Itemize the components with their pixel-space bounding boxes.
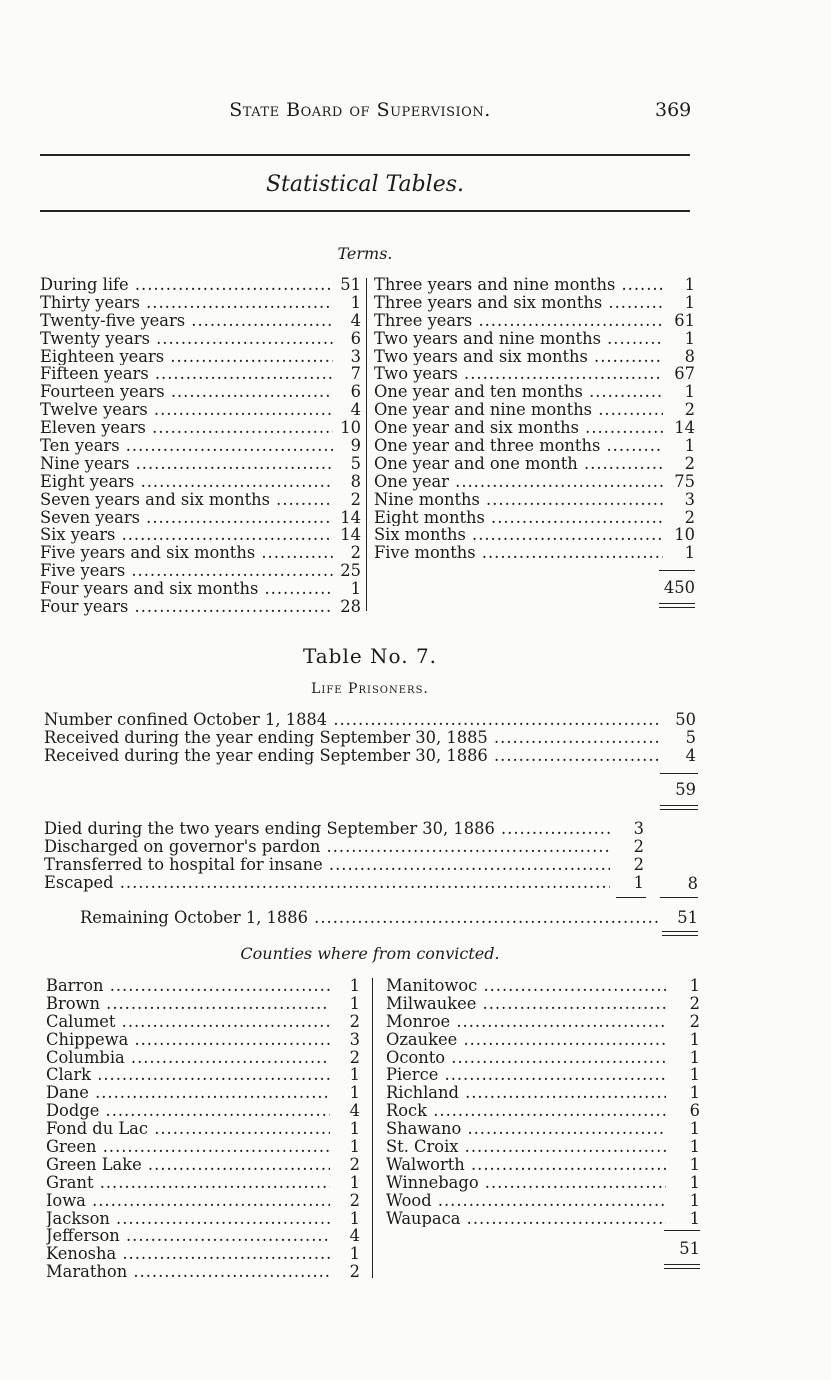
table-row (44, 747, 696, 765)
row-value: 1 (689, 976, 700, 995)
row-value: 2 (684, 400, 695, 420)
row-value: 1 (684, 382, 695, 402)
row-label: Richland ..... (386, 1084, 666, 1102)
row-label: Discharged on governor's pardon ..... (44, 838, 610, 856)
table-row (40, 455, 361, 473)
row-value: 25 (340, 561, 361, 581)
row-label: One year and six months ..... (374, 419, 663, 437)
table-row (46, 1245, 360, 1263)
table-row (386, 1066, 700, 1084)
table-row (46, 1084, 360, 1102)
table-title: Table No. 7. (302, 644, 438, 668)
table-row (40, 312, 361, 330)
row-value: 1 (689, 1083, 700, 1103)
table-row (46, 1138, 360, 1156)
row-value: 75 (674, 471, 695, 491)
row-label: Calumet ..... (46, 1013, 330, 1031)
row-value: 1 (350, 579, 361, 599)
row-value: 1 (689, 1208, 700, 1228)
row-label: Seven years and six months ..... (40, 491, 333, 509)
row-value: 51 (340, 275, 361, 294)
terms-total-rule (659, 570, 695, 571)
remaining-value: 51 (677, 908, 698, 927)
row-value: 1 (684, 436, 695, 456)
table-row (374, 312, 695, 330)
row-label: Dodge ..... (46, 1102, 330, 1120)
row-value: 6 (689, 1101, 700, 1121)
table-row (46, 1066, 360, 1084)
counties-total-rule (664, 1230, 700, 1231)
row-label: Waupaca ..... (386, 1210, 666, 1228)
counties-double-rule (664, 1264, 700, 1269)
row-label: Nine years ..... (40, 455, 333, 473)
row-label: Eighteen years ..... (40, 348, 333, 366)
table-row (386, 1210, 700, 1228)
table-row (386, 1013, 700, 1031)
row-label: Kenosha ..... (46, 1245, 330, 1263)
row-label: Barron ..... (46, 977, 330, 995)
row-label: Brown ..... (46, 995, 330, 1013)
row-label: Wood ..... (386, 1192, 666, 1210)
row-value: 9 (350, 436, 361, 456)
row-value: 1 (349, 1208, 360, 1228)
table-row (46, 1174, 360, 1192)
row-label: Two years and six months ..... (374, 348, 663, 366)
table-row (386, 1156, 700, 1174)
row-label: Fond du Lac ..... (46, 1120, 330, 1138)
row-value: 5 (350, 453, 361, 473)
table-row (40, 526, 361, 544)
row-value: 1 (349, 993, 360, 1013)
row-value: 1 (689, 1172, 700, 1192)
row-label: Manitowoc ..... (386, 977, 666, 995)
removed-list (44, 820, 644, 892)
table-row (386, 1084, 700, 1102)
table-row (44, 711, 696, 729)
counties-total: 51 (679, 1239, 700, 1258)
row-value: 1 (684, 543, 695, 563)
row-label: Marathon ..... (46, 1263, 330, 1281)
row-label: Seven years ..... (40, 509, 333, 527)
row-value: 4 (350, 310, 361, 330)
table-row (386, 1192, 700, 1210)
row-value: 7 (350, 364, 361, 384)
row-value: 50 (675, 710, 696, 729)
row-label: Chippewa ..... (46, 1031, 330, 1049)
row-label: One year and one month ..... (374, 455, 663, 473)
row-label: Ozaukee ..... (386, 1031, 666, 1049)
row-label: Two years ..... (374, 365, 663, 383)
row-label: Clark ..... (46, 1066, 330, 1084)
page-number: 369 (655, 99, 692, 121)
row-label: Transferred to hospital for insane ..... (44, 856, 610, 874)
table-row (46, 1102, 360, 1120)
row-value: 28 (340, 597, 361, 617)
terms-column-divider (366, 278, 367, 611)
row-label: Columbia ..... (46, 1049, 330, 1067)
row-value: 4 (349, 1226, 360, 1246)
row-label: Twenty-five years ..... (40, 312, 333, 330)
row-value: 8 (350, 471, 361, 491)
table-row (46, 1120, 360, 1138)
row-label: St. Croix ..... (386, 1138, 666, 1156)
row-value: 2 (689, 993, 700, 1013)
table-row (374, 401, 695, 419)
row-value: 5 (685, 727, 696, 747)
row-value: 3 (684, 489, 695, 509)
table-subtitle: Life Prisoners. (311, 681, 429, 697)
table-row (386, 1049, 700, 1067)
row-label: Jefferson ..... (46, 1227, 330, 1245)
row-value: 2 (349, 1047, 360, 1067)
counties-heading: Counties where from convicted. (240, 944, 500, 963)
row-value: 4 (349, 1101, 360, 1121)
row-value: 1 (633, 872, 644, 892)
row-value: 14 (340, 507, 361, 527)
row-label: Rock ..... (386, 1102, 666, 1120)
row-label: Eleven years ..... (40, 419, 333, 437)
row-value: 4 (685, 745, 696, 765)
running-header: State Board of Supervision. (229, 99, 491, 121)
table-row (40, 509, 361, 527)
row-label: One year ..... (374, 473, 663, 491)
counties-column-divider (372, 978, 373, 1278)
row-value: 3 (349, 1029, 360, 1049)
row-value: 1 (349, 1137, 360, 1157)
row-value: 1 (689, 1137, 700, 1157)
row-value: 6 (350, 382, 361, 402)
table-row (374, 509, 695, 527)
row-label: Fifteen years ..... (40, 365, 333, 383)
table-row (40, 562, 361, 580)
row-value: 2 (350, 543, 361, 563)
table-row (46, 977, 360, 995)
table-row (374, 455, 695, 473)
table-row (40, 383, 361, 401)
table-row (374, 473, 695, 491)
row-label: Jackson ..... (46, 1210, 330, 1228)
received-total-rule (660, 773, 698, 774)
row-value: 1 (349, 1172, 360, 1192)
table-row (46, 995, 360, 1013)
row-value: 1 (349, 1065, 360, 1085)
row-label: Winnebago ..... (386, 1174, 666, 1192)
row-value: 2 (350, 489, 361, 509)
row-label: Iowa ..... (46, 1192, 330, 1210)
row-value: 2 (349, 1011, 360, 1031)
row-label: Escaped ..... (44, 874, 610, 892)
table-row (40, 419, 361, 437)
table-row (44, 874, 644, 892)
table-row (40, 401, 361, 419)
row-value: 1 (349, 976, 360, 995)
row-label: Received during the year ending September 30, 1886 ..... (44, 747, 662, 765)
table-row (46, 1013, 360, 1031)
row-label: Three years ..... (374, 312, 663, 330)
row-label: Five years and six months ..... (40, 544, 333, 562)
remaining-double-rule (662, 931, 698, 936)
table-row (386, 1102, 700, 1120)
row-value: 2 (689, 1011, 700, 1031)
table-row (46, 1156, 360, 1174)
table-row (40, 544, 361, 562)
top-rule (40, 154, 690, 156)
table-row (40, 365, 361, 383)
row-value: 1 (689, 1190, 700, 1210)
terms-double-rule (659, 603, 695, 608)
removed-subtotal-rule (616, 897, 646, 898)
row-value: 1 (684, 292, 695, 312)
row-value: 10 (340, 418, 361, 438)
row-label: Dane ..... (46, 1084, 330, 1102)
table-row (386, 1120, 700, 1138)
table-row (386, 1174, 700, 1192)
row-label: Pierce ..... (386, 1066, 666, 1084)
row-value: 1 (684, 275, 695, 294)
row-value: 1 (349, 1083, 360, 1103)
row-label: Four years and six months ..... (40, 580, 333, 598)
row-label: During life ..... (40, 276, 333, 294)
row-label: Three years and six months ..... (374, 294, 663, 312)
row-value: 8 (684, 346, 695, 366)
row-label: Four years ..... (40, 598, 333, 616)
row-value: 2 (349, 1154, 360, 1174)
table-row (40, 294, 361, 312)
row-value: 4 (350, 400, 361, 420)
row-label: Twelve years ..... (40, 401, 333, 419)
row-value: 2 (633, 854, 644, 874)
removed-total: 8 (687, 874, 698, 893)
row-label: Walworth ..... (386, 1156, 666, 1174)
row-label: Five years ..... (40, 562, 333, 580)
row-label: Grant ..... (46, 1174, 330, 1192)
terms-right-column (374, 276, 695, 562)
table-row (40, 580, 361, 598)
row-value: 1 (689, 1029, 700, 1049)
table-row (386, 1031, 700, 1049)
table-row (374, 383, 695, 401)
row-value: 2 (684, 507, 695, 527)
row-value: 1 (349, 1119, 360, 1139)
row-label: Received during the year ending September 30, 1885 ..... (44, 729, 662, 747)
table-row (46, 1192, 360, 1210)
remaining-row (80, 909, 698, 927)
row-value: 1 (689, 1065, 700, 1085)
received-double-rule (660, 805, 698, 810)
terms-heading: Terms. (337, 244, 393, 263)
table-row (46, 1263, 360, 1281)
row-value: 3 (633, 819, 644, 838)
row-value: 61 (674, 310, 695, 330)
row-value: 1 (689, 1154, 700, 1174)
row-value: 1 (350, 292, 361, 312)
row-label: Number confined October 1, 1884 ..... (44, 711, 662, 729)
counties-left-column (46, 977, 360, 1281)
table-row (40, 491, 361, 509)
table-row (44, 729, 696, 747)
table-row (40, 330, 361, 348)
terms-total: 450 (663, 578, 695, 597)
row-value: 6 (350, 328, 361, 348)
table-row (40, 348, 361, 366)
row-label: Six months ..... (374, 526, 663, 544)
row-value: 14 (340, 525, 361, 545)
row-label: Green ..... (46, 1138, 330, 1156)
received-list (44, 711, 696, 765)
row-value: 67 (674, 364, 695, 384)
table-row (46, 1031, 360, 1049)
row-label: One year and three months ..... (374, 437, 663, 455)
row-label: Fourteen years ..... (40, 383, 333, 401)
removed-total-rule (660, 897, 698, 898)
table-row (374, 294, 695, 312)
row-value: 1 (684, 328, 695, 348)
table-row (46, 1227, 360, 1245)
row-label: Shawano ..... (386, 1120, 666, 1138)
row-label: Died during the two years ending September 30, 1886 ..... (44, 820, 610, 838)
terms-left-column (40, 276, 361, 616)
section-rule (40, 210, 690, 212)
row-value: 1 (689, 1119, 700, 1139)
row-label: One year and nine months ..... (374, 401, 663, 419)
row-label: One year and ten months ..... (374, 383, 663, 401)
table-row (40, 437, 361, 455)
table-row (374, 419, 695, 437)
table-row (374, 276, 695, 294)
row-label: Eight months ..... (374, 509, 663, 527)
table-row (46, 1210, 360, 1228)
row-value: 2 (349, 1262, 360, 1282)
row-label: Milwaukee ..... (386, 995, 666, 1013)
table-row (374, 348, 695, 366)
table-row (374, 330, 695, 348)
counties-right-column (386, 977, 700, 1227)
row-label: Nine months ..... (374, 491, 663, 509)
row-label: Five months ..... (374, 544, 663, 562)
row-label: Oconto ..... (386, 1049, 666, 1067)
row-value: 10 (674, 525, 695, 545)
table-row (374, 365, 695, 383)
row-value: 2 (349, 1190, 360, 1210)
row-value: 3 (350, 346, 361, 366)
row-value: 2 (684, 453, 695, 473)
table-row (40, 276, 361, 294)
row-label: Monroe ..... (386, 1013, 666, 1031)
row-value: 14 (674, 418, 695, 438)
row-label: Six years ..... (40, 526, 333, 544)
table-row (386, 995, 700, 1013)
table-row (46, 1049, 360, 1067)
table-row (374, 437, 695, 455)
table-row (44, 820, 644, 838)
row-label: Thirty years ..... (40, 294, 333, 312)
received-total: 59 (675, 780, 696, 799)
table-row (374, 526, 695, 544)
row-label: Green Lake ..... (46, 1156, 330, 1174)
row-label: Three years and nine months ..... (374, 276, 663, 294)
table-row (44, 838, 644, 856)
table-row (40, 598, 361, 616)
table-row (44, 856, 644, 874)
row-label: Two years and nine months ..... (374, 330, 663, 348)
row-label: Eight years ..... (40, 473, 333, 491)
row-value: 1 (689, 1047, 700, 1067)
table-row (374, 491, 695, 509)
row-label: Twenty years ..... (40, 330, 333, 348)
row-label: Ten years ..... (40, 437, 333, 455)
row-value: 1 (349, 1244, 360, 1264)
remaining-label: Remaining October 1, 1886 ..... (80, 909, 660, 927)
table-row (386, 977, 700, 995)
table-row (374, 544, 695, 562)
table-row (386, 1138, 700, 1156)
row-value: 2 (633, 836, 644, 856)
table-row (40, 473, 361, 491)
section-title: Statistical Tables. (265, 172, 465, 197)
